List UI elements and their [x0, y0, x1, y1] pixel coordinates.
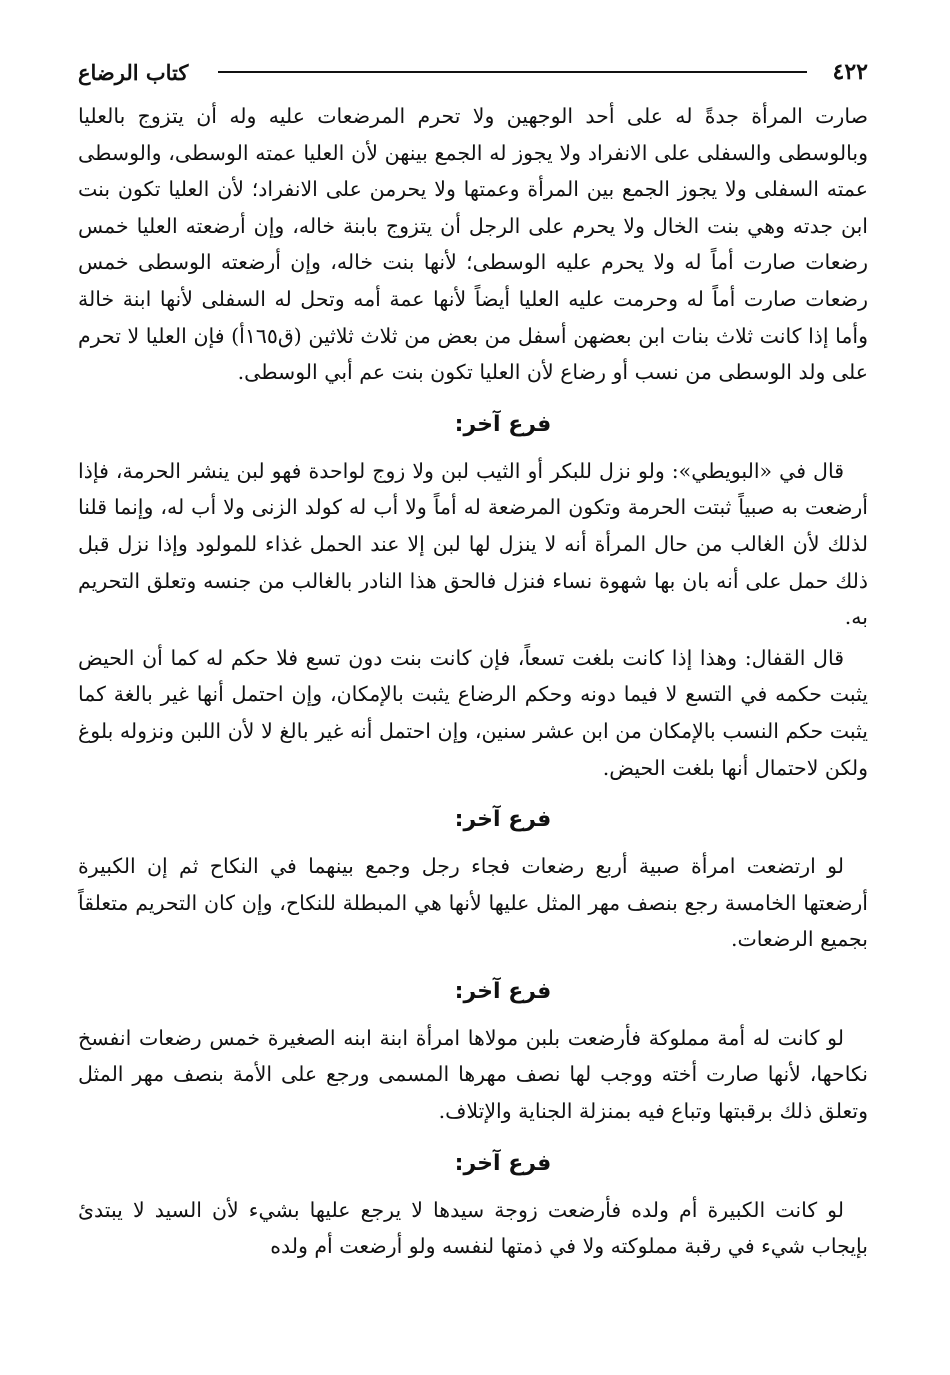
- book-title: كتاب الرضاع: [78, 59, 189, 85]
- page-number: ٤٢٢: [832, 59, 868, 85]
- header-rule: [218, 71, 806, 73]
- section-heading-4: فرع آخر:: [454, 1150, 552, 1176]
- section-heading-3: فرع آخر:: [454, 978, 552, 1004]
- section-heading-1: فرع آخر:: [454, 411, 552, 437]
- paragraph-2: قال في «البويطي»: ولو نزل للبكر أو الثيب لبن ولا زوج لواحدة فهو لبن ينشر الحرمة، فإذا أرضعت به صبياً ثبتت الحرمة وتكون المرضعة له أماً ولا أب له كولد الزنى ولا أب له، وإنما قلنا لذلك لأن الغالب من حال المرأة أنه لا ينزل لها لبن إلا عند الحمل غذاء للمولود وإذا نزل قبل ذلك حمل على أنه بان بها شهوة نساء فنزل فالحق هذا النادر بالغالب من جنسه وتعلق التحريم به.: [78, 458, 868, 630]
- paragraph-6: لو كانت الكبيرة أم ولده فأرضعت زوجة سيدها لا يرجع عليها بشيء لأن السيد لا يبتدئ بإيجاب شيء في رقبة مملوكته ولا في ذمتها لنفسه ولو أرضعت أم ولده: [78, 1197, 868, 1259]
- page-header: [78, 52, 868, 92]
- page: [78, 52, 868, 1265]
- paragraph-3: قال القفال: وهذا إذا كانت بلغت تسعاً، فإن كانت بنت دون تسع فلا حكم له كما أن الحيض يثبت حكمه في التسع لا فيما دونه وحكم الرضاع يثبت بالإمكان، وإن احتمل أنها غير بالغة كما يثبت حكم النسب بالإمكان من ابن عشر سنين، وإن احتمل أنه غير بالغ لا لأن اللبن ونزوله بلوغ ولكن لاحتمال أنها بلغت الحيض.: [78, 645, 868, 780]
- paragraph-5: لو كانت له أمة مملوكة فأرضعت بلبن مولاها امرأة ابنة ابنه الصغيرة خمس رضعات انفسخ نكاحها، لأنها صارت أخته ووجب لها نصف مهرها المسمى ورجع على الأمة بنصف مهر المثل وتعلق ذلك برقبتها وتباع فيه بمنزلة الجناية والإتلاف.: [78, 1025, 868, 1124]
- section-heading-2: فرع آخر:: [454, 807, 552, 833]
- paragraph-4: لو ارتضعت امرأة صبية أربع رضعات فجاء رجل وجمع بينهما في النكاح ثم إن الكبيرة أرضعتها الخامسة رجع بنصف مهر المثل عليها لأنها هي المبطلة للنكاح، وإن كان التحريم متعلقاً بجميع الرضعات.: [78, 854, 868, 952]
- paragraph-1: صارت المرأة جدةً له على أحد الوجهين ولا تحرم المرضعات عليه وله أن يتزوج بالعليا وبالوسطى والسفلى على الانفراد ولا يجوز له الجمع بينهن لأن العليا عمته الوسطى، والوسطى عمته السفلى ولا يجوز الجمع بين المرأة وعمتها ولا يحرمن على الانفراد؛ لأن العليا تكون بنت ابن جدته وهي بنت الخال ولا يحرم على الرجل أن يتزوج بابنة خاله، وإن أرضعته العليا خمس رضعات صارت أماً له ولا يحرم عليه الوسطى؛ لأنها بنت خاله، وإن أرضعته الوسطى خمس رضعات صارت أماً له وحرمت عليه العليا أيضاً لأنها عمة أمه وتحل له السفلى لأنها ابنة خالة وأما إذا كانت ثلاث بنات ابن بعضهن أسفل من بعض من ثلاث ثلاثين (ق١٦٥أ) فإن العليا لا تحرم على ولد الوسطى من نسب أو رضاع لأن العليا تكون بنت عم أبي الوسطى.: [78, 104, 868, 385]
